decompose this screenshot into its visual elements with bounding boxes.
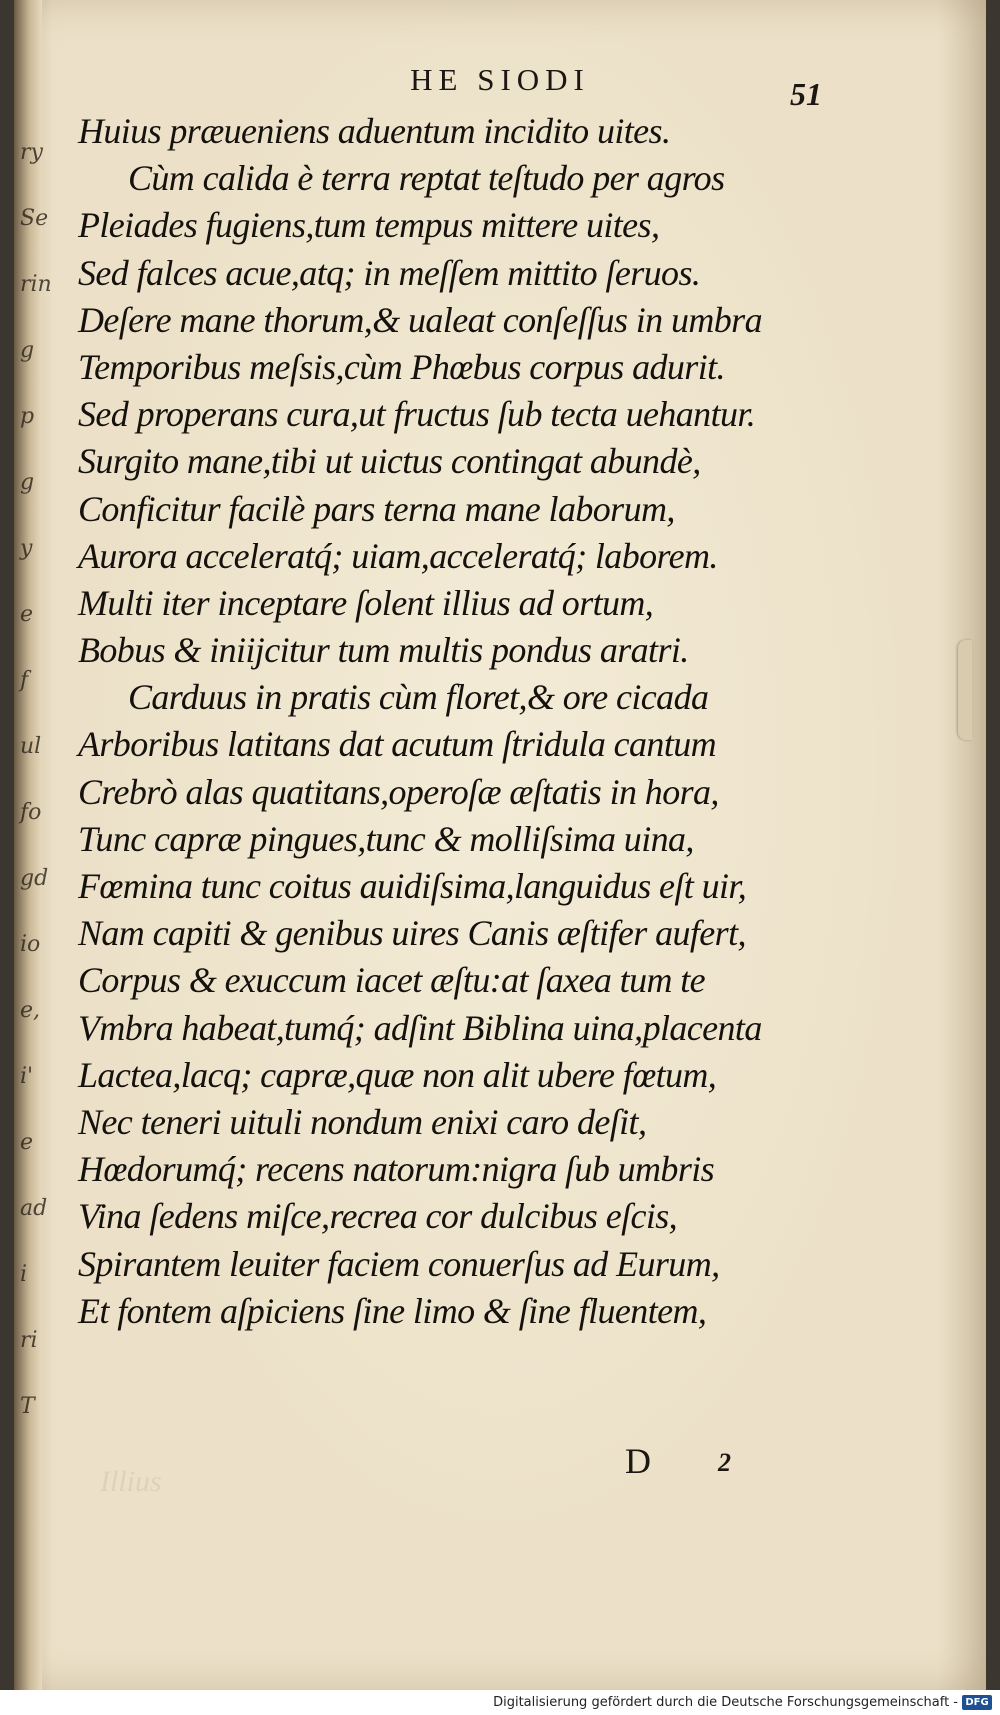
margin-fragment: T: [20, 1394, 35, 1419]
margin-fragment: p: [20, 404, 35, 429]
verse-line: Pleiades fugiens,tum tempus mittere uites,: [78, 205, 660, 246]
signature-number: 2: [718, 1448, 731, 1477]
running-head: HE SIODI: [410, 62, 590, 97]
verse-line: Aurora acceleratq́; uiam,acceleratq́; laborem.: [78, 535, 718, 576]
margin-fragment: g: [20, 338, 35, 363]
digitization-footer: [0, 1690, 1000, 1715]
verse-line: Hœdorumq́; recens natorum:nigra ſub umbris: [78, 1149, 715, 1190]
margin-fragment: rin: [20, 272, 52, 297]
margin-fragment: gd: [20, 866, 49, 891]
margin-fragment: ri: [20, 1328, 38, 1353]
dfg-logo-icon: DFG: [962, 1695, 992, 1710]
margin-fragment: i': [20, 1064, 34, 1089]
page-edge-tab: [958, 640, 972, 740]
signature-mark: D: [625, 1441, 651, 1481]
verse-line: Vina ſedens miſce,recrea cor dulcibus eſcis,: [78, 1196, 678, 1237]
verse-line: Vmbra habeat,tumq́; adſint Biblina uina,placenta: [78, 1007, 762, 1048]
margin-fragment: f: [20, 668, 29, 693]
margin-fragment: ry: [20, 140, 43, 165]
verse-line: Nam capiti & genibus uires Canis æſtifer aufert,: [78, 913, 746, 954]
folio-number: 51: [790, 76, 822, 112]
margin-fragment: y: [20, 536, 33, 561]
margin-fragment: e: [20, 1130, 34, 1155]
margin-fragment: g: [20, 470, 35, 495]
margin-fragment: i: [20, 1262, 28, 1287]
verse-line: Tunc capræ pingues,tunc & molliſsima uina,: [78, 818, 694, 859]
margin-fragment: e: [20, 602, 34, 627]
verse-line: Bobus & iniijcitur tum multis pondus aratri.: [78, 630, 689, 671]
verse-line: Cùm calida è terra reptat teſtudo per agros: [128, 158, 725, 199]
margin-fragment: io: [20, 932, 41, 957]
margin-fragment: Se: [20, 206, 49, 231]
verse-line: Conficitur facilè pars terna mane laborum,: [78, 488, 675, 529]
verse-line: Multi iter inceptare ſolent illius ad ortum,: [78, 582, 654, 623]
verse-line: Arboribus latitans dat acutum ſtridula cantum: [78, 724, 717, 765]
verse-line: Carduus in pratis cùm floret,& ore cicada: [128, 677, 709, 718]
verse-line: Deſere mane thorum,& ualeat conſeſſus in umbra: [78, 299, 762, 340]
verse-line: Huius præueniens aduentum incidito uites.: [78, 111, 671, 151]
verse-line: Sed properans cura,ut fructus ſub tecta uehantur.: [78, 394, 756, 435]
verse-line: Surgito mane,tibi ut uictus contingat abundè,: [78, 441, 701, 482]
margin-fragment: e,: [20, 998, 41, 1023]
verse-line: Crebrò alas quatitans,operoſæ æſtatis in hora,: [78, 771, 719, 812]
verse-line: Nec teneri uituli nondum enixi caro deſit,: [78, 1101, 647, 1142]
verse-line: Sed falces acue,atq; in meſſem mittito ſeruos.: [78, 252, 701, 293]
verse-line: Lactea,lacq; capræ,quæ non alit ubere fœtum,: [78, 1054, 717, 1095]
verse-line: Corpus & exuccum iacet æſtu:at ſaxea tum te: [78, 960, 706, 1001]
margin-fragment: fo: [20, 800, 42, 825]
footer-credit: Digitalisierung gefördert durch die Deutsche Forschungsgemeinschaft -: [493, 1695, 958, 1710]
verse-line: Temporibus meſsis,cùm Phœbus corpus adurit.: [78, 346, 725, 387]
catchword-bleed-through: Illius: [100, 1465, 162, 1498]
verse-line: Et fontem aſpiciens ſine limo & ſine fluentem,: [78, 1290, 707, 1331]
facing-page-bleed: [20, 0, 52, 1690]
margin-fragment: ad: [20, 1196, 48, 1221]
verse-line: Fœmina tunc coitus auidiſsima,languidus eſt uir,: [78, 866, 747, 906]
verse-block: [78, 108, 938, 1335]
margin-fragment: ul: [20, 734, 42, 759]
verse-line: Spirantem leuiter faciem conuerſus ad Eurum,: [78, 1243, 720, 1284]
